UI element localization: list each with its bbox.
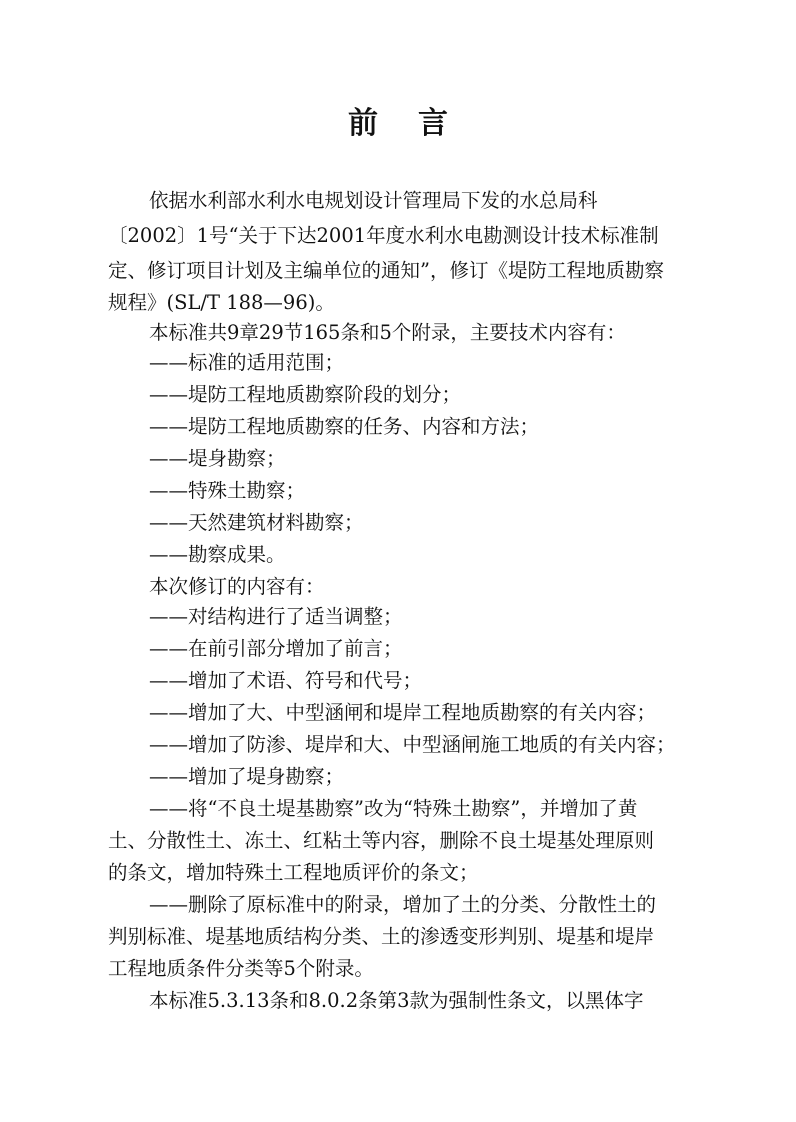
- list-item: ——天然建筑材料勘察；: [149, 511, 364, 534]
- list-item: ——特殊土勘察；: [149, 479, 306, 502]
- list-item: ——对结构进行了适当调整；: [149, 605, 403, 628]
- paragraph-line: 本次修订的内容有：: [149, 575, 325, 598]
- list-item: ——增加了术语、符号和代号；: [149, 669, 423, 692]
- list-item: ——增加了大、中型涵闸和堤岸工程地质勘察的有关内容；: [149, 701, 657, 724]
- list-item: ——在前引部分增加了前言；: [149, 637, 403, 660]
- paragraph-line: 规程》(SL/T 188—96)。: [108, 291, 335, 314]
- list-item: ——堤防工程地质勘察的任务、内容和方法；: [149, 415, 540, 438]
- page-title: 前言: [348, 106, 488, 141]
- list-item: ——标准的适用范围；: [149, 351, 345, 374]
- list-item: ——增加了堤身勘察；: [149, 765, 345, 788]
- list-item: ——堤身勘察；: [149, 447, 286, 470]
- list-item: ——删除了原标准中的附录，增加了土的分类、分散性土的: [149, 893, 657, 916]
- list-item: ——堤防工程地质勘察阶段的划分；: [149, 383, 462, 406]
- paragraph-line: 判别标准、堤基地质结构分类、土的渗透变形判别、堤基和堤岸: [108, 925, 655, 948]
- paragraph-line: 本标准5.3.13条和8.0.2条第3款为强制性条文，以黑体字: [149, 989, 644, 1012]
- paragraph-line: 定、修订项目计划及主编单位的通知”，修订《堤防工程地质勘察: [108, 259, 664, 282]
- paragraph-line: 土、分散性土、冻土、红粘土等内容，删除不良土堤基处理原则: [108, 829, 655, 852]
- list-item: ——勘察成果。: [149, 543, 286, 566]
- paragraph-line: 本标准共9章29节165条和5个附录，主要技术内容有：: [149, 321, 626, 344]
- paragraph-line: 依据水利部水利水电规划设计管理局下发的水总局科: [149, 189, 598, 212]
- list-item: ——将“不良土堤基勘察”改为“特殊土勘察”，并增加了黄: [149, 797, 638, 820]
- list-item: ——增加了防渗、堤岸和大、中型涵闸施工地质的有关内容；: [149, 733, 676, 756]
- paragraph-line: 的条文，增加特殊土工程地质评价的条文；: [108, 861, 479, 884]
- paragraph-line: 〔2002〕1号“关于下达2001年度水利水电勘测设计技术标准制: [108, 224, 659, 247]
- paragraph-line: 工程地质条件分类等5个附录。: [108, 957, 374, 980]
